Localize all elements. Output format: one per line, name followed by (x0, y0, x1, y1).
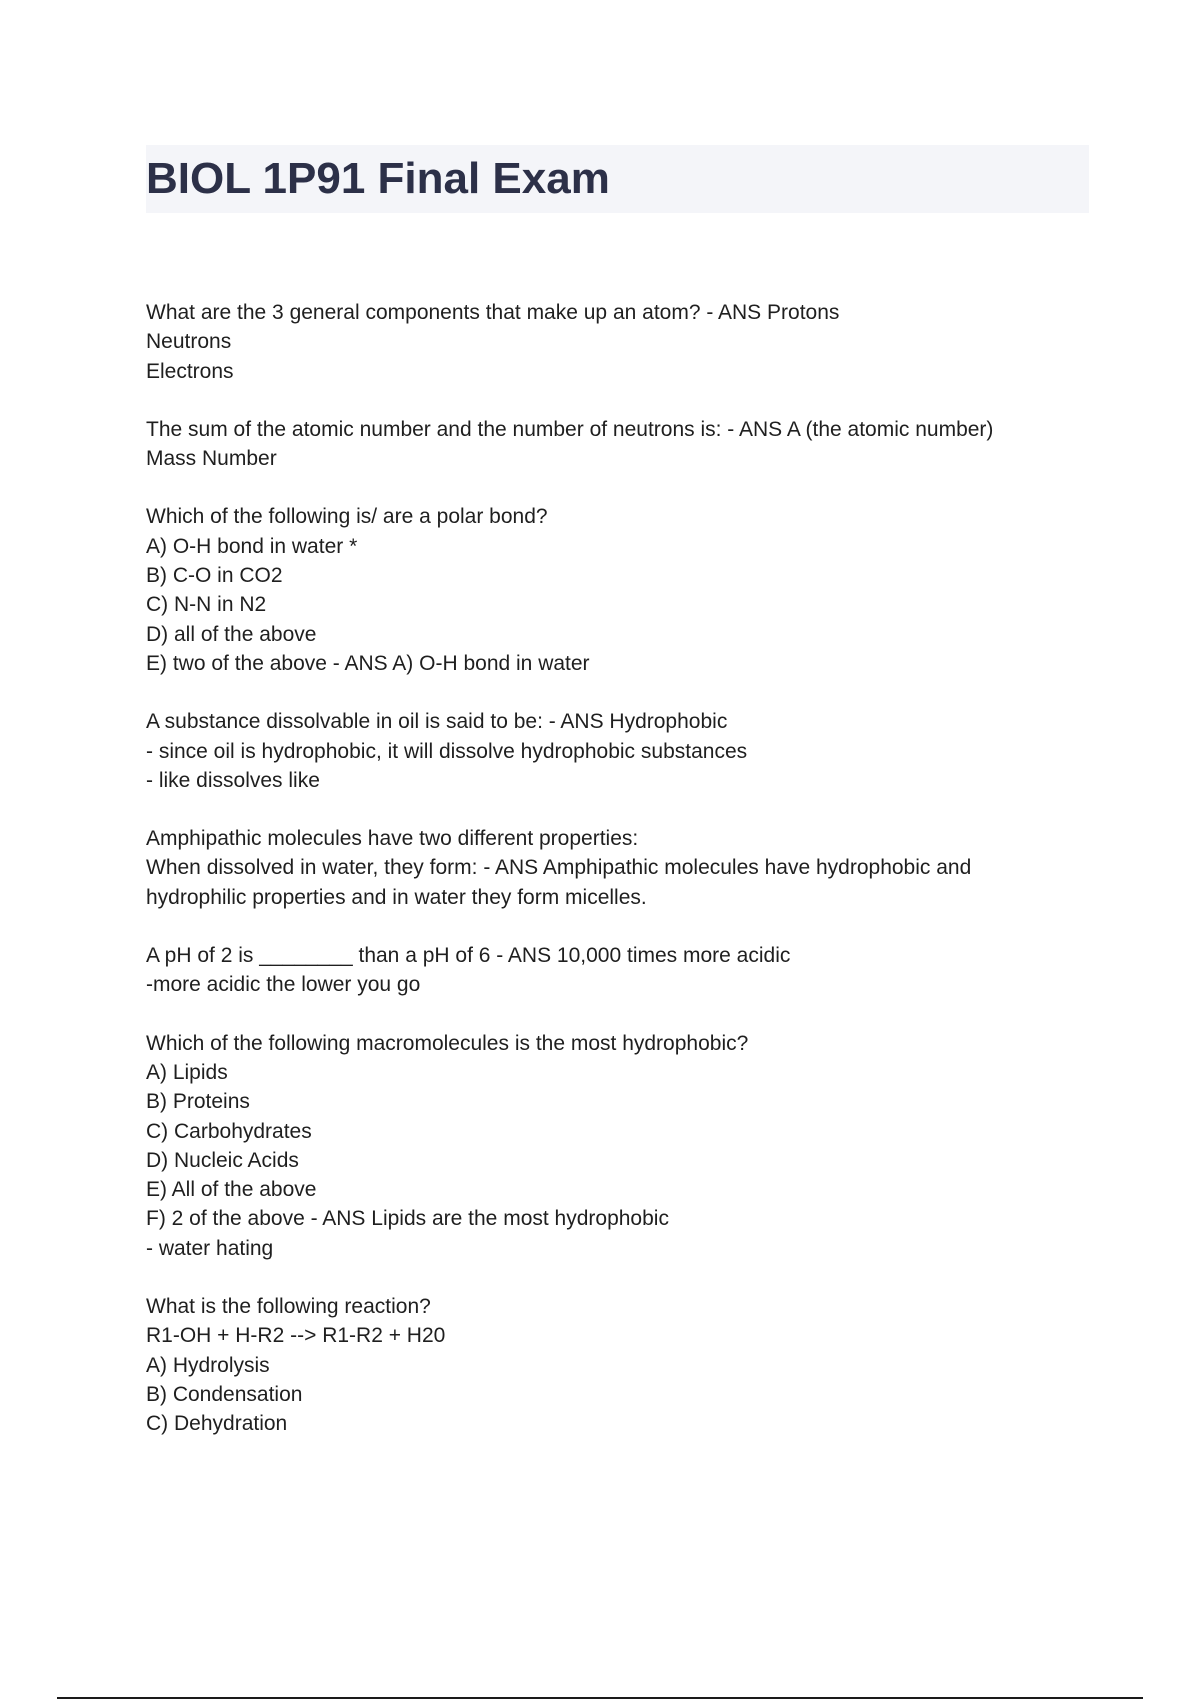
option-line: A) O-H bond in water * (146, 534, 358, 558)
note-line: - water hating (146, 1236, 274, 1260)
option-line: B) C-O in CO2 (146, 564, 283, 588)
question-line: Which of the following is/ are a polar bond? (146, 505, 548, 529)
qa-item-3 (146, 502, 1076, 678)
qa-item-8 (146, 1292, 1076, 1438)
question-line: What are the 3 general components that make up an atom? - ANS Protons (146, 301, 840, 324)
option-line: E) All of the above (146, 1178, 317, 1202)
option-line: C) Carbohydrates (146, 1119, 312, 1143)
question-line: A pH of 2 is ________ than a pH of 6 - ANS 10,000 times more acidic (146, 944, 791, 968)
question-line: Which of the following macromolecules is the most hydrophobic? (146, 1031, 749, 1055)
qa-item-7 (146, 1029, 1076, 1263)
note-line: - like dissolves like (146, 768, 320, 792)
note-line: -more acidic the lower you go (146, 973, 421, 997)
option-line: D) Nucleic Acids (146, 1148, 299, 1172)
answer-line: hydrophilic properties and in water they form micelles. (146, 885, 647, 909)
equation-line: R1-OH + H-R2 --> R1-R2 + H20 (146, 1324, 446, 1348)
option-line: B) Condensation (146, 1382, 303, 1406)
answer-line: Mass Number (146, 447, 277, 471)
option-line: C) N-N in N2 (146, 593, 267, 617)
question-line: What is the following reaction? (146, 1295, 431, 1319)
option-line: A) Lipids (146, 1060, 228, 1084)
qa-item-1 (146, 298, 1076, 386)
option-answer-line: E) two of the above - ANS A) O-H bond in water (146, 651, 590, 675)
question-line: The sum of the atomic number and the number of neutrons is: - ANS A (the atomic number) (146, 417, 994, 441)
option-line: B) Proteins (146, 1090, 250, 1114)
question-line: Amphipathic molecules have two different properties: (146, 827, 639, 851)
note-line: - since oil is hydrophobic, it will dissolve hydrophobic substances (146, 739, 748, 763)
qa-item-5 (146, 824, 1076, 912)
answer-line: Electrons (146, 359, 234, 383)
option-line: D) all of the above (146, 622, 317, 646)
answer-line: Neutrons (146, 330, 232, 354)
footer-divider (57, 1697, 1143, 1699)
option-line: A) Hydrolysis (146, 1353, 270, 1377)
qa-item-2 (146, 415, 1076, 474)
page-title: BIOL 1P91 Final Exam (146, 154, 610, 203)
qa-item-6 (146, 941, 1076, 1000)
qa-item-4 (146, 707, 1076, 795)
option-line: C) Dehydration (146, 1412, 288, 1436)
question-line: A substance dissolvable in oil is said to be: - ANS Hydrophobic (146, 710, 728, 734)
qa-list (146, 298, 1076, 1468)
option-answer-line: F) 2 of the above - ANS Lipids are the most hydrophobic (146, 1207, 669, 1231)
question-answer-line: When dissolved in water, they form: - ANS Amphipathic molecules have hydrophobic and (146, 856, 972, 880)
